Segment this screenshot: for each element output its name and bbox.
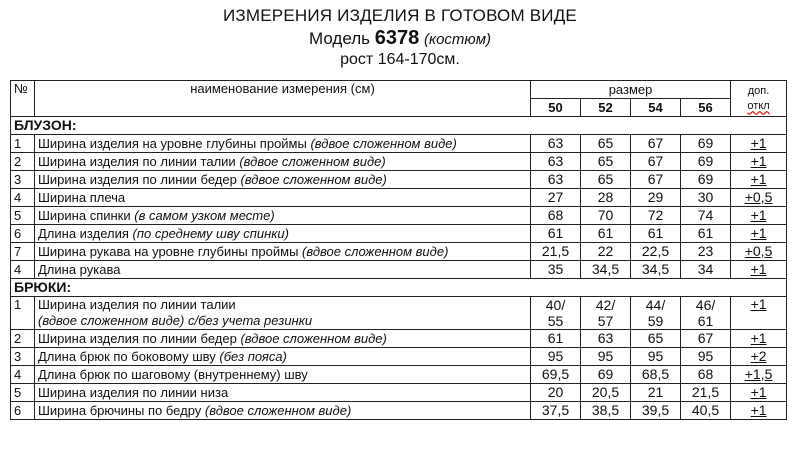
size-value: 95 xyxy=(631,348,681,366)
row-number: 7 xyxy=(11,243,35,261)
table-row xyxy=(11,348,787,366)
section-row xyxy=(11,279,787,297)
size-value: 95 xyxy=(531,348,581,366)
tolerance-value: +1 xyxy=(750,296,767,312)
size-value: 69 xyxy=(681,153,731,171)
measurement-note: (вдвое сложенном виде) xyxy=(240,331,387,346)
tolerance-value: +1 xyxy=(750,171,767,187)
measurement-name-cell xyxy=(35,153,531,171)
tolerance-value-cell xyxy=(731,171,787,189)
section-row xyxy=(11,117,787,135)
size-value: 63 xyxy=(531,135,581,153)
size-value: 61 xyxy=(531,225,581,243)
tolerance-value-cell xyxy=(731,348,787,366)
tolerance-value-cell xyxy=(731,243,787,261)
measurement-name-cell xyxy=(35,384,531,402)
row-number: 5 xyxy=(11,384,35,402)
table-row xyxy=(11,243,787,261)
tolerance-value-cell xyxy=(731,402,787,420)
row-number: 6 xyxy=(11,402,35,420)
measurement-name: Ширина изделия по линии бедер xyxy=(38,172,237,187)
size-value: 65 xyxy=(581,135,631,153)
row-number: 4 xyxy=(11,261,35,279)
tolerance-value: +1 xyxy=(750,153,767,169)
measurement-name-cell xyxy=(35,330,531,348)
row-number: 1 xyxy=(11,297,35,330)
tolerance-value: +1 xyxy=(750,330,767,346)
size-value: 61 xyxy=(581,225,631,243)
size-value: 21 xyxy=(631,384,681,402)
section-title: БРЮКИ: xyxy=(11,279,787,297)
measurement-name-cell xyxy=(35,135,531,153)
size-value: 74 xyxy=(681,207,731,225)
row-number: 3 xyxy=(11,171,35,189)
size-value: 39,5 xyxy=(631,402,681,420)
size-value-cell xyxy=(631,297,681,330)
tolerance-value: +2 xyxy=(750,348,767,364)
size-header: 52 xyxy=(581,99,631,117)
measurement-note: (вдвое сложенном виде) xyxy=(310,136,457,151)
measurement-note: (в самом узком месте) xyxy=(134,208,275,223)
measurement-name-cell xyxy=(35,243,531,261)
size-value: 63 xyxy=(531,171,581,189)
table-row xyxy=(11,366,787,384)
tolerance-value-cell xyxy=(731,384,787,402)
size-value: 30 xyxy=(681,189,731,207)
row-number: 2 xyxy=(11,153,35,171)
table-row xyxy=(11,261,787,279)
size-value: 20 xyxy=(531,384,581,402)
size-value: 65 xyxy=(581,153,631,171)
size-value: 22,5 xyxy=(631,243,681,261)
size-value: 68,5 xyxy=(631,366,681,384)
size-value: 21,5 xyxy=(681,384,731,402)
row-number: 6 xyxy=(11,225,35,243)
size-value: 69 xyxy=(681,135,731,153)
size-value: 42/ xyxy=(595,297,616,313)
tolerance-value: +1 xyxy=(750,225,767,241)
measurement-name: Ширина изделия по линии бедер xyxy=(38,331,237,346)
size-value: 29 xyxy=(631,189,681,207)
page-title: ИЗМЕРЕНИЯ ИЗДЕЛИЯ В ГОТОВОМ ВИДЕ xyxy=(223,6,577,25)
measurement-note: (вдвое сложенном виде) xyxy=(302,244,449,259)
measurement-note: (без пояса) xyxy=(219,349,287,364)
size-value: 65 xyxy=(631,330,681,348)
measurement-name: Длина брюк по боковому шву xyxy=(38,349,216,364)
measurement-name: Ширина изделия по линии талии xyxy=(38,297,236,312)
size-value: 68 xyxy=(531,207,581,225)
model-type: (костюм) xyxy=(424,31,491,48)
size-value: 34,5 xyxy=(631,261,681,279)
size-value-alt: 57 xyxy=(597,313,614,329)
tolerance-value-cell xyxy=(731,135,787,153)
size-header: 50 xyxy=(531,99,581,117)
tolerance-value: +1 xyxy=(750,135,767,151)
measurement-name: Ширина брючины по бедру xyxy=(38,403,202,418)
size-header: 56 xyxy=(681,99,731,117)
size-value: 72 xyxy=(631,207,681,225)
table-row xyxy=(11,330,787,348)
tolerance-value-cell xyxy=(731,153,787,171)
measurement-name-cell xyxy=(35,225,531,243)
size-value: 40/ xyxy=(545,297,566,313)
tolerance-value: +1 xyxy=(750,402,767,418)
measurement-note: (вдвое сложенном виде) с/без учета резинки xyxy=(38,313,313,328)
tolerance-value: +1 xyxy=(750,261,767,277)
tolerance-value-cell xyxy=(731,225,787,243)
tolerance-value-cell xyxy=(731,366,787,384)
measurement-name: Ширина изделия по линии талии xyxy=(38,154,236,169)
tolerance-label-2: откл xyxy=(747,99,770,112)
size-value: 28 xyxy=(581,189,631,207)
size-value: 46/ xyxy=(695,297,716,313)
size-value: 69 xyxy=(581,366,631,384)
size-value: 61 xyxy=(531,330,581,348)
size-value: 67 xyxy=(631,135,681,153)
model-number: 6378 xyxy=(374,27,420,49)
tolerance-value: +1 xyxy=(750,207,767,223)
table-row xyxy=(11,135,787,153)
measurement-name: Ширина плеча xyxy=(38,190,126,205)
model-line xyxy=(0,27,800,50)
tolerance-value-cell xyxy=(731,261,787,279)
measurement-name: Ширина рукава на уровне глубины проймы xyxy=(38,244,299,259)
row-number: 4 xyxy=(11,189,35,207)
tolerance-value: +1,5 xyxy=(744,366,773,382)
size-value: 67 xyxy=(681,330,731,348)
size-value-cell xyxy=(581,297,631,330)
size-value: 37,5 xyxy=(531,402,581,420)
measurement-name-cell xyxy=(35,297,531,330)
size-value: 34 xyxy=(681,261,731,279)
size-value: 34,5 xyxy=(581,261,631,279)
tolerance-value: +1 xyxy=(750,384,767,400)
table-row xyxy=(11,225,787,243)
row-number: 5 xyxy=(11,207,35,225)
size-value: 65 xyxy=(581,171,631,189)
size-value: 23 xyxy=(681,243,731,261)
size-value: 95 xyxy=(681,348,731,366)
size-value: 44/ xyxy=(645,297,666,313)
tolerance-value: +0,5 xyxy=(744,243,773,259)
size-value: 22 xyxy=(581,243,631,261)
size-value: 20,5 xyxy=(581,384,631,402)
measurement-name-cell xyxy=(35,402,531,420)
table-row xyxy=(11,171,787,189)
measurement-name-cell xyxy=(35,171,531,189)
measurement-name-cell xyxy=(35,189,531,207)
size-value: 21,5 xyxy=(531,243,581,261)
size-value: 61 xyxy=(631,225,681,243)
size-value-cell xyxy=(531,297,581,330)
size-value: 69,5 xyxy=(531,366,581,384)
header-row xyxy=(11,81,787,99)
measurement-name: Длина брюк по шаговому (внутреннему) шву xyxy=(38,367,308,382)
measurement-note: (вдвое сложенном виде) xyxy=(240,172,387,187)
size-value: 68 xyxy=(681,366,731,384)
measurement-name: Ширина спинки xyxy=(38,208,131,223)
size-value: 63 xyxy=(581,330,631,348)
measurement-name: Длина рукава xyxy=(38,262,121,277)
row-number: 3 xyxy=(11,348,35,366)
measurement-name-cell xyxy=(35,207,531,225)
table-row xyxy=(11,402,787,420)
size-value: 70 xyxy=(581,207,631,225)
col-number-header: № xyxy=(11,81,35,117)
table-row xyxy=(11,207,787,225)
col-size-header: размер xyxy=(531,81,731,99)
measurement-note: (по среднему шву спинки) xyxy=(132,226,289,241)
size-value: 69 xyxy=(681,171,731,189)
tolerance-value-cell xyxy=(731,207,787,225)
size-value-cell xyxy=(681,297,731,330)
model-label: Модель xyxy=(309,29,371,48)
size-value: 67 xyxy=(631,153,681,171)
measurements-table xyxy=(10,80,787,420)
table-row xyxy=(11,384,787,402)
tolerance-value-cell xyxy=(731,189,787,207)
tolerance-value-cell xyxy=(731,330,787,348)
tolerance-value: +0,5 xyxy=(744,189,773,205)
measurement-name: Ширина изделия на уровне глубины проймы xyxy=(38,136,307,151)
measurement-name: Ширина изделия по линии низа xyxy=(38,385,229,400)
tolerance-value-cell xyxy=(731,297,787,330)
size-value: 61 xyxy=(681,225,731,243)
size-value-alt: 55 xyxy=(547,313,564,329)
measurement-note: (вдвое сложенном виде) xyxy=(204,403,352,418)
size-value: 27 xyxy=(531,189,581,207)
height-range: рост 164-170см. xyxy=(340,51,460,68)
size-value: 35 xyxy=(531,261,581,279)
col-tolerance-header xyxy=(731,81,787,117)
col-name-header: наименование измерения (см) xyxy=(35,81,531,117)
size-value: 67 xyxy=(631,171,681,189)
size-value: 40,5 xyxy=(681,402,731,420)
size-value: 95 xyxy=(581,348,631,366)
table-row xyxy=(11,153,787,171)
measurement-name-cell xyxy=(35,261,531,279)
size-value-alt: 59 xyxy=(647,313,664,329)
size-header: 54 xyxy=(631,99,681,117)
table-row xyxy=(11,297,787,330)
tolerance-label-1: доп. xyxy=(747,84,770,97)
row-number: 1 xyxy=(11,135,35,153)
measurement-name-cell xyxy=(35,348,531,366)
row-number: 2 xyxy=(11,330,35,348)
section-title: БЛУЗОН: xyxy=(11,117,787,135)
table-row xyxy=(11,189,787,207)
row-number: 4 xyxy=(11,366,35,384)
size-value: 38,5 xyxy=(581,402,631,420)
measurement-name-cell xyxy=(35,366,531,384)
size-value: 63 xyxy=(531,153,581,171)
measurement-name: Длина изделия xyxy=(38,226,129,241)
measurement-note: (вдвое сложенном виде) xyxy=(239,154,386,169)
size-value-alt: 61 xyxy=(697,313,714,329)
